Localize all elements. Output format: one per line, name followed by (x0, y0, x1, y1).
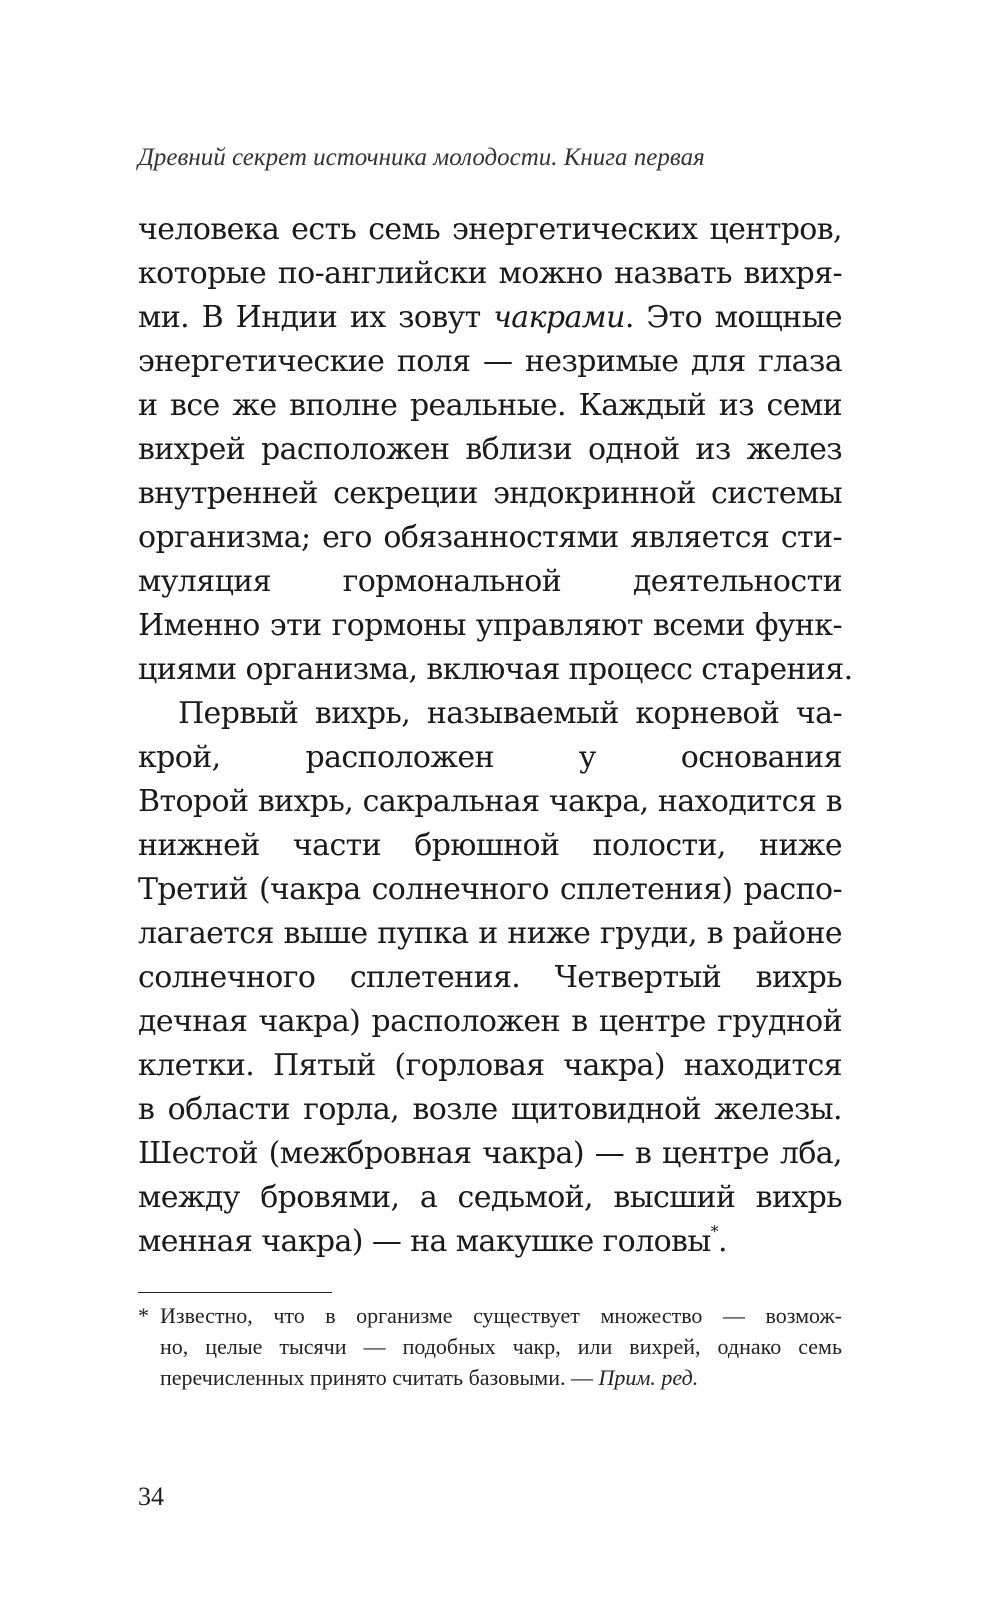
footnote-reference[interactable]: * (710, 1222, 719, 1241)
text-fragment: перечисленных принято считать базовыми. — (160, 1365, 599, 1390)
text-line: нижней части брюшной полости, ниже (138, 828, 842, 863)
text-fragment: . (718, 1224, 727, 1259)
footnote-divider (138, 1292, 332, 1293)
italic-term: чакрами (493, 300, 625, 335)
text-line: Третий (чакра солнечного сплетения) распо- (138, 872, 842, 907)
text-line: Первый вихрь, называемый корневой ча- (178, 696, 842, 731)
text-line: муляция гормональной деятельности (138, 564, 842, 599)
text-line: циями организма, включая процесс старения. (138, 652, 853, 687)
text-line: человека есть семь энергетических центров, (138, 212, 842, 247)
editor-note: Прим. ред. (598, 1365, 699, 1390)
text-line: энергетические поля — незримые для глаза (138, 344, 842, 379)
text-line (138, 1220, 842, 1264)
text-line: и все же вполне реальные. Каждый из семи (138, 388, 842, 423)
footnote-line: но, целые тысячи — подобных чакр, или вихрей, однако семь (160, 1334, 842, 1359)
paragraph-1 (138, 208, 853, 692)
footnote-body (138, 1300, 842, 1393)
text-line: внутренней секреции эндокринной системы (138, 476, 842, 511)
footnote (138, 1300, 842, 1393)
text-fragment: ми. В Индии их зовут (138, 300, 494, 335)
text-fragment: менная чакра) — на макушке головы (138, 1224, 711, 1259)
text-fragment: . Это мощные (624, 300, 842, 335)
text-line: вихрей расположен вблизи одной из желез (138, 432, 842, 467)
page-number: 34 (138, 1482, 164, 1511)
footnote-mark: * (138, 1303, 149, 1328)
text-line: в области горла, возле щитовидной железы. (138, 1092, 842, 1127)
text-line: дечная чакра) расположен в центре грудной (138, 1004, 842, 1039)
text-line: крой, расположен у основания (138, 740, 842, 775)
text-line: Шестой (межбровная чакра) — в центре лба, (138, 1136, 842, 1171)
paragraph-2 (138, 692, 842, 1264)
text-line: Именно эти гормоны управляют всеми функ- (138, 608, 842, 643)
text-line: организма; его обязанностями является сти- (138, 520, 842, 555)
footnote-block (138, 1300, 842, 1393)
footnote-line (160, 1362, 842, 1393)
text-line: клетки. Пятый (горловая чакра) находится (138, 1048, 842, 1083)
text-line: между бровями, а седьмой, высший вихрь (138, 1180, 842, 1215)
text-line: которые по-английски можно назвать вихря- (138, 256, 842, 291)
text-line: солнечного сплетения. Четвертый вихрь (138, 960, 842, 995)
text-line: Второй вихрь, сакральная чакра, находится в (138, 784, 842, 819)
text-line (138, 296, 842, 340)
text-line: лагается выше пупка и ниже груди, в районе (138, 916, 842, 951)
running-head: Древний секрет источника молодости. Книга первая (138, 144, 705, 171)
main-text (138, 208, 853, 1264)
footnote-line: Известно, что в организме существует множество — возмож- (160, 1303, 842, 1328)
